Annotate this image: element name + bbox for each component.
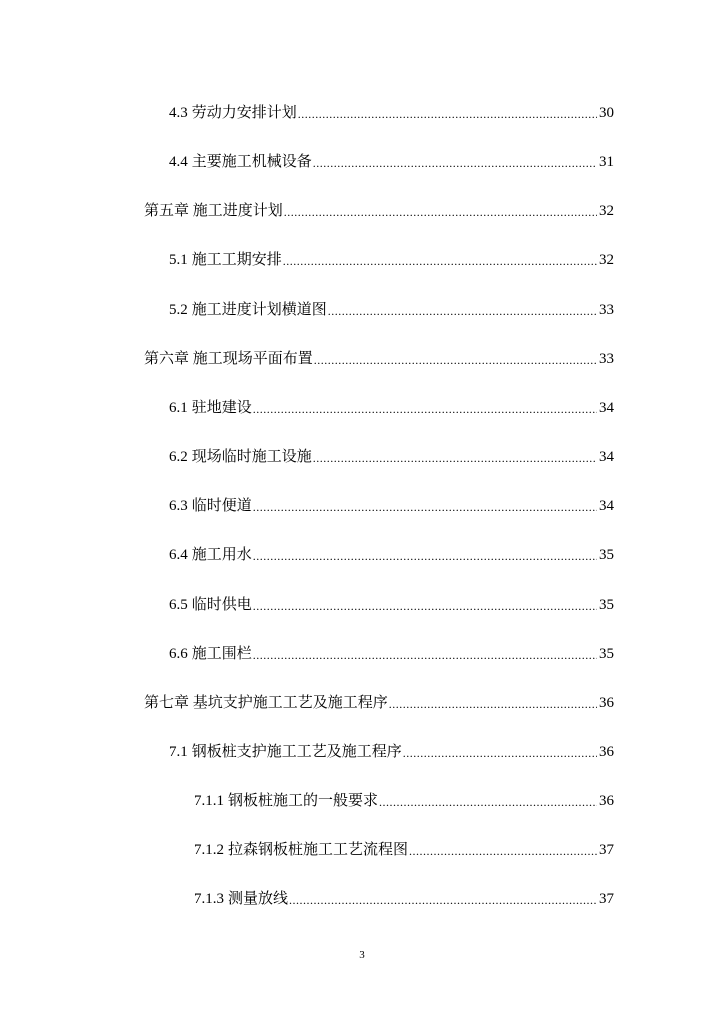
toc-entry-title: 钢板桩支护施工工艺及施工程序 xyxy=(191,744,402,760)
toc-entry-page: 37 xyxy=(599,842,614,858)
toc-entry[interactable] xyxy=(169,642,614,664)
toc-entry-number: 5.2 xyxy=(169,302,188,318)
dot-leader xyxy=(409,844,597,858)
toc-entry-page: 34 xyxy=(599,449,614,465)
toc-entry[interactable] xyxy=(169,740,614,762)
toc-entry-page: 32 xyxy=(599,252,614,268)
toc-entry[interactable] xyxy=(169,396,614,418)
dot-leader xyxy=(284,205,597,219)
toc-entry-page: 30 xyxy=(599,105,614,121)
toc-entry[interactable] xyxy=(169,593,614,615)
dot-leader xyxy=(313,156,597,170)
dot-leader xyxy=(379,795,597,809)
toc-entry-page: 35 xyxy=(599,597,614,613)
toc-entry-page: 32 xyxy=(599,203,614,219)
toc-entry-title: 钢板桩施工的一般要求 xyxy=(228,793,379,809)
page-number: 3 xyxy=(359,949,365,961)
toc-entry-number: 4.4 xyxy=(169,154,188,170)
toc-entry[interactable] xyxy=(169,248,614,270)
toc-entry-title: 临时供电 xyxy=(191,597,252,613)
dot-leader xyxy=(298,107,597,121)
toc-entry-page: 36 xyxy=(599,744,614,760)
toc-entry-title: 拉森钢板桩施工工艺流程图 xyxy=(228,842,409,858)
dot-leader xyxy=(253,599,597,613)
toc-entry[interactable] xyxy=(169,298,614,320)
dot-leader xyxy=(328,304,597,318)
dot-leader xyxy=(253,500,597,514)
toc-entry[interactable] xyxy=(169,543,614,565)
toc-entry[interactable] xyxy=(169,150,614,172)
toc-entry[interactable] xyxy=(144,347,614,369)
toc-entry-title: 施工工期安排 xyxy=(191,252,282,268)
dot-leader xyxy=(313,451,597,465)
toc-entry[interactable] xyxy=(169,445,614,467)
toc-entry[interactable] xyxy=(169,101,614,123)
toc-entry[interactable] xyxy=(194,838,614,860)
toc-entry-page: 35 xyxy=(599,646,614,662)
toc-entry-number: 6.4 xyxy=(169,547,188,563)
toc-entry-number: 6.3 xyxy=(169,498,188,514)
toc-entry-number: 7.1.2 xyxy=(194,842,224,858)
dot-leader xyxy=(253,549,597,563)
toc-entry-title: 现场临时施工设施 xyxy=(191,449,312,465)
toc-entry-number: 4.3 xyxy=(169,105,188,121)
dot-leader xyxy=(289,893,597,907)
toc-entry[interactable] xyxy=(144,691,614,713)
dot-leader xyxy=(314,353,597,367)
toc-entry[interactable] xyxy=(194,789,614,811)
toc-entry-number: 7.1 xyxy=(169,744,188,760)
dot-leader xyxy=(253,648,597,662)
toc-entry-page: 33 xyxy=(599,302,614,318)
toc-entry-page: 35 xyxy=(599,547,614,563)
toc-entry-page: 37 xyxy=(599,891,614,907)
toc-entry-number: 7.1.1 xyxy=(194,793,224,809)
toc-entry-page: 34 xyxy=(599,498,614,514)
toc-entry-page: 33 xyxy=(599,351,614,367)
toc-entry-title: 第五章 施工进度计划 xyxy=(144,203,283,219)
toc-entry-title: 劳动力安排计划 xyxy=(191,105,297,121)
toc-entry-title: 施工用水 xyxy=(191,547,252,563)
toc-entry-number: 6.2 xyxy=(169,449,188,465)
toc-entry-number: 6.1 xyxy=(169,400,188,416)
toc-entry-page: 36 xyxy=(599,695,614,711)
toc-entry-number: 7.1.3 xyxy=(194,891,224,907)
toc-entry-number: 6.5 xyxy=(169,597,188,613)
toc-entry[interactable] xyxy=(169,494,614,516)
toc-entry-number: 5.1 xyxy=(169,252,188,268)
toc-entry-title: 第七章 基坑支护施工工艺及施工程序 xyxy=(144,695,388,711)
toc-entry-title: 第六章 施工现场平面布置 xyxy=(144,351,313,367)
toc-entry-title: 主要施工机械设备 xyxy=(191,154,312,170)
toc-entry-page: 36 xyxy=(599,793,614,809)
toc-entry-title: 施工进度计划横道图 xyxy=(191,302,327,318)
dot-leader xyxy=(389,697,597,711)
toc-entry-title: 施工围栏 xyxy=(191,646,252,662)
toc-entry-number: 6.6 xyxy=(169,646,188,662)
dot-leader xyxy=(253,402,597,416)
dot-leader xyxy=(403,746,597,760)
toc-entry[interactable] xyxy=(194,887,614,909)
toc-entry-title: 驻地建设 xyxy=(191,400,252,416)
toc-entry[interactable] xyxy=(144,199,614,221)
toc-entry-title: 测量放线 xyxy=(228,891,289,907)
toc-entry-page: 31 xyxy=(599,154,614,170)
toc-entry-title: 临时便道 xyxy=(191,498,252,514)
toc-entry-page: 34 xyxy=(599,400,614,416)
dot-leader xyxy=(283,254,597,268)
